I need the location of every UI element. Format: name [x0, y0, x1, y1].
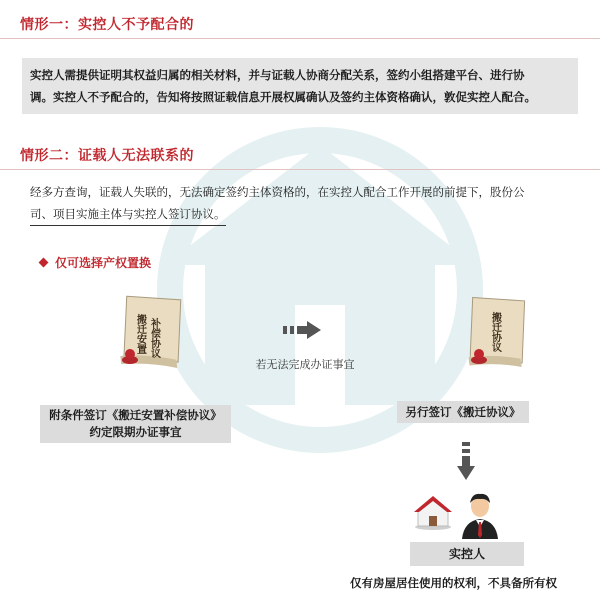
section2-body [30, 181, 570, 226]
rights-note: 仅有房屋居住使用的权利，不具备所有权 [350, 576, 557, 590]
right-caption-box: 另行签订《搬迁协议》 [397, 401, 529, 423]
middle-condition-label: 若无法完成办证事宜 [255, 358, 355, 371]
section1-divider [0, 38, 600, 39]
option-label [40, 254, 151, 271]
left-caption-box [40, 405, 231, 443]
down-arrow-icon [456, 442, 476, 482]
diamond-bullet-icon [39, 258, 49, 268]
section2-title: 情形二：证载人无法联系的 [20, 148, 194, 164]
section1-body-line1: 实控人需提供证明其权益归属的相关材料，并与证载人协商分配关系，签约小组搭建平台、进行协 [30, 68, 525, 82]
option-label-text: 仅可选择产权置换 [55, 256, 152, 270]
left-doc-col-left: 搬迁安置 [134, 314, 146, 354]
left-caption-line1: 附条件签订《搬迁安置补偿协议》 [49, 408, 222, 422]
section2-body-line1: 经多方查询，证载人失联的，无法确定签约主体资格的，在实控人配合工作开展的前提下，股份公 [30, 185, 525, 199]
left-doc-col-right: 补偿协议 [148, 318, 160, 358]
left-document-scroll-icon [110, 292, 192, 372]
section1-body-line2: 调。实控人不予配合的，告知将按照证载信息开展权属确认及签约主体资格确认，敦促实控人配合。 [30, 90, 536, 104]
right-arrow-icon [283, 320, 325, 340]
role-label-box: 实控人 [410, 542, 524, 566]
section2-divider [0, 169, 600, 170]
businessman-icon [458, 491, 502, 539]
house-icon [412, 494, 454, 530]
left-caption-line2: 约定限期办证事宜 [89, 425, 182, 439]
section2-body-line2: 司、项目实施主体与实控人签订协议。 [30, 203, 226, 226]
right-doc-text: 搬迁协议 [489, 312, 501, 352]
section1-body [22, 58, 578, 114]
section1-title: 情形一：实控人不予配合的 [20, 17, 194, 33]
right-document-scroll-icon [455, 294, 535, 374]
